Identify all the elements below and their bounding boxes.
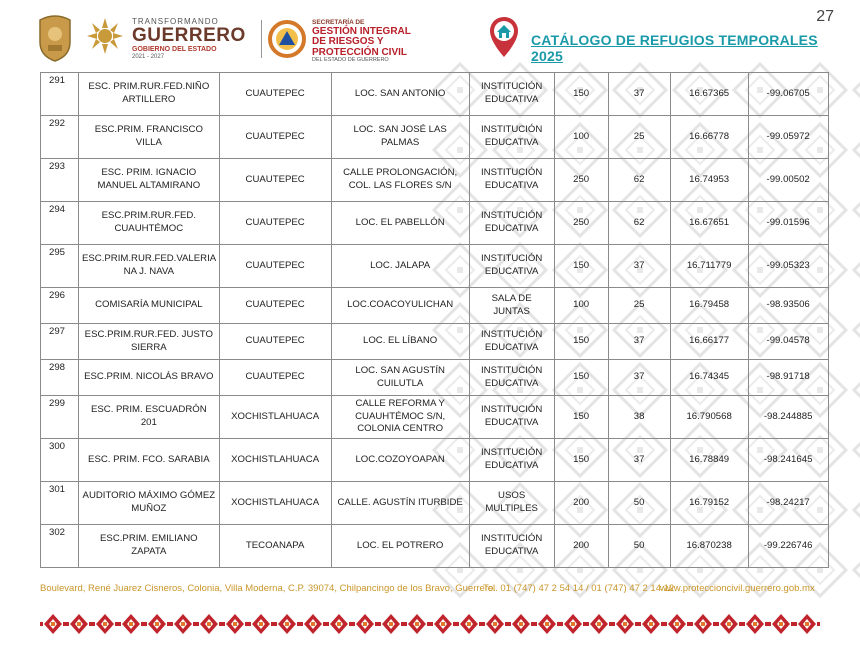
cell-lat: 16.790568 [670,396,748,439]
cell-capacidad: 250 [554,159,608,202]
table-row [41,288,829,324]
cell-name: ESC. PRIM.RUR.FED.NIÑO ARTILLERO [79,73,220,116]
cell-tipo: USOS MULTIPLES [469,482,554,525]
gov-period: 2021 - 2027 [132,54,165,60]
cell-name: COMISARÍA MUNICIPAL [79,288,220,324]
cell-lat: 16.74345 [670,360,748,396]
cell-name: ESC. PRIM. FCO. SARABIA [79,439,220,482]
cell-lon: -99.04578 [748,324,828,360]
cell-num: 298 [41,360,79,396]
cell-num: 295 [41,245,79,288]
cell-capacidad: 150 [554,324,608,360]
cell-lon: -99.00502 [748,159,828,202]
cell-municipio: XOCHISTLAHUACA [219,439,331,482]
cell-familias: 38 [608,396,670,439]
cell-tipo: INSTITUCIÓN EDUCATIVA [469,159,554,202]
pc-line-1: SECRETARÍA DE [312,19,365,26]
civil-protection-logo-icon [268,20,306,58]
shelters-table-body [41,73,829,568]
pc-line-2: GESTIÓN INTEGRAL [312,25,411,37]
gov-tagline: TRANSFORMANDO [132,17,219,26]
cell-lat: 16.66778 [670,116,748,159]
table-row [41,202,829,245]
cell-lat: 16.78849 [670,439,748,482]
cell-municipio: CUAUTEPEC [219,245,331,288]
cell-name: ESC. PRIM. IGNACIO MANUEL ALTAMIRANO [79,159,220,202]
pc-line-4: PROTECCIÓN CIVIL [312,46,408,58]
cell-localidad: LOC. EL PABELLÓN [331,202,469,245]
cell-municipio: TECOANAPA [219,525,331,568]
cell-name: ESC.PRIM.RUR.FED. CUAUHTÉMOC [79,202,220,245]
cell-lon: -99.05972 [748,116,828,159]
cell-lon: -98.244885 [748,396,828,439]
cell-tipo: INSTITUCIÓN EDUCATIVA [469,116,554,159]
cell-name: ESC.PRIM.RUR.FED.VALERIA NA J. NAVA [79,245,220,288]
footer-address: Boulevard, René Juarez Cisneros, Colonia, Villa Moderna, C.P. 39074, Chilpancingo de los Bravo, Guerrero. [40,583,496,594]
cell-capacidad: 250 [554,202,608,245]
cell-num: 294 [41,202,79,245]
cell-lon: -99.06705 [748,73,828,116]
cell-localidad: LOC. SAN ANTONIO [331,73,469,116]
page-header [36,10,836,68]
cell-municipio: CUAUTEPEC [219,202,331,245]
cell-capacidad: 150 [554,245,608,288]
cell-lon: -98.241645 [748,439,828,482]
cell-localidad: CALLE PROLONGACIÓN, COL. LAS FLORES S/N [331,159,469,202]
cell-tipo: INSTITUCIÓN EDUCATIVA [469,245,554,288]
cell-lat: 16.74953 [670,159,748,202]
cell-localidad: LOC. SAN JOSÉ LAS PALMAS [331,116,469,159]
cell-familias: 50 [608,482,670,525]
cell-lon: -99.226746 [748,525,828,568]
cell-name: ESC. PRIM. ESCUADRÓN 201 [79,396,220,439]
cell-lon: -98.24217 [748,482,828,525]
table-row [41,245,829,288]
cell-localidad: CALLE. AGUSTÍN ITURBIDE [331,482,469,525]
cell-lat: 16.79152 [670,482,748,525]
cell-familias: 62 [608,202,670,245]
table-row [41,525,829,568]
cell-lon: -99.05323 [748,245,828,288]
gov-name: GUERRERO [132,25,246,46]
cell-tipo: INSTITUCIÓN EDUCATIVA [469,439,554,482]
cell-tipo: INSTITUCIÓN EDUCATIVA [469,202,554,245]
cell-name: AUDITORIO MÁXIMO GÓMEZ MUÑOZ [79,482,220,525]
cell-familias: 37 [608,360,670,396]
cell-lat: 16.66177 [670,324,748,360]
cell-localidad: LOC.COACOYULICHAN [331,288,469,324]
cell-tipo: INSTITUCIÓN EDUCATIVA [469,396,554,439]
cell-municipio: XOCHISTLAHUACA [219,396,331,439]
header-divider [261,20,262,58]
table-row [41,482,829,525]
cell-localidad: LOC. SAN AGUSTÍN CUILUTLA [331,360,469,396]
cell-municipio: CUAUTEPEC [219,116,331,159]
cell-capacidad: 150 [554,73,608,116]
cell-name: ESC.PRIM.RUR.FED. JUSTO SIERRA [79,324,220,360]
cell-tipo: SALA DE JUNTAS [469,288,554,324]
cell-capacidad: 100 [554,288,608,324]
cell-num: 301 [41,482,79,525]
cell-familias: 50 [608,525,670,568]
state-government-logo-text [132,18,246,60]
cell-num: 299 [41,396,79,439]
table-row [41,73,829,116]
cell-municipio: CUAUTEPEC [219,73,331,116]
decorative-embroidery-band [40,612,820,636]
cell-familias: 37 [608,439,670,482]
cell-capacidad: 200 [554,482,608,525]
pc-line-3: DE RIESGOS Y [312,36,384,48]
cell-localidad: LOC. EL POTRERO [331,525,469,568]
state-coat-of-arms-icon [36,12,74,62]
table-row [41,396,829,439]
civil-protection-logo-text [312,20,411,64]
cell-num: 296 [41,288,79,324]
cell-municipio: XOCHISTLAHUACA [219,482,331,525]
cell-tipo: INSTITUCIÓN EDUCATIVA [469,324,554,360]
cell-num: 300 [41,439,79,482]
cell-familias: 37 [608,73,670,116]
cell-lat: 16.67365 [670,73,748,116]
cell-num: 293 [41,159,79,202]
cell-municipio: CUAUTEPEC [219,324,331,360]
shelter-location-pin-icon [488,16,520,58]
table-row [41,360,829,396]
catalog-title: CATÁLOGO DE REFUGIOS TEMPORALES 2025 [531,32,818,64]
cell-capacidad: 200 [554,525,608,568]
cell-lat: 16.79458 [670,288,748,324]
gov-subtitle: GOBIERNO DEL ESTADO [132,46,217,53]
cell-capacidad: 150 [554,360,608,396]
cell-num: 291 [41,73,79,116]
cell-familias: 37 [608,245,670,288]
cell-lon: -99.01596 [748,202,828,245]
cell-municipio: CUAUTEPEC [219,159,331,202]
cell-municipio: CUAUTEPEC [219,288,331,324]
cell-num: 292 [41,116,79,159]
cell-tipo: INSTITUCIÓN EDUCATIVA [469,360,554,396]
table-row [41,324,829,360]
cell-lon: -98.93506 [748,288,828,324]
cell-name: ESC.PRIM. FRANCISCO VILLA [79,116,220,159]
table-row [41,116,829,159]
cell-localidad: LOC. JALAPA [331,245,469,288]
cell-num: 297 [41,324,79,360]
cell-tipo: INSTITUCIÓN EDUCATIVA [469,73,554,116]
cell-municipio: CUAUTEPEC [219,360,331,396]
cell-localidad: LOC.COZOYOAPAN [331,439,469,482]
page-number: 27 [816,8,834,25]
cell-familias: 62 [608,159,670,202]
table-row [41,439,829,482]
cell-localidad: CALLE REFORMA Y CUAUHTÉMOC S/N, COLONIA CENTRO [331,396,469,439]
table-row [41,159,829,202]
cell-tipo: INSTITUCIÓN EDUCATIVA [469,525,554,568]
cell-capacidad: 100 [554,116,608,159]
cell-lat: 16.711779 [670,245,748,288]
cell-name: ESC.PRIM. EMILIANO ZAPATA [79,525,220,568]
shelters-table [40,72,829,568]
cell-lon: -98.91718 [748,360,828,396]
cell-familias: 25 [608,116,670,159]
cell-num: 302 [41,525,79,568]
guerrero-sun-logo-icon [84,16,126,56]
cell-localidad: LOC. EL LÍBANO [331,324,469,360]
cell-lat: 16.870238 [670,525,748,568]
cell-name: ESC.PRIM. NICOLÁS BRAVO [79,360,220,396]
cell-capacidad: 150 [554,439,608,482]
cell-lat: 16.67651 [670,202,748,245]
footer-website[interactable]: www.proteccioncivil.guerrero.gob.mx [660,583,815,594]
pc-line-5: DEL ESTADO DE GUERRERO [312,57,389,64]
cell-capacidad: 150 [554,396,608,439]
footer-phone: Tel. 01 (747) 47 2 54 14 / 01 (747) 47 2 14 12 [483,583,675,594]
cell-familias: 37 [608,324,670,360]
cell-familias: 25 [608,288,670,324]
